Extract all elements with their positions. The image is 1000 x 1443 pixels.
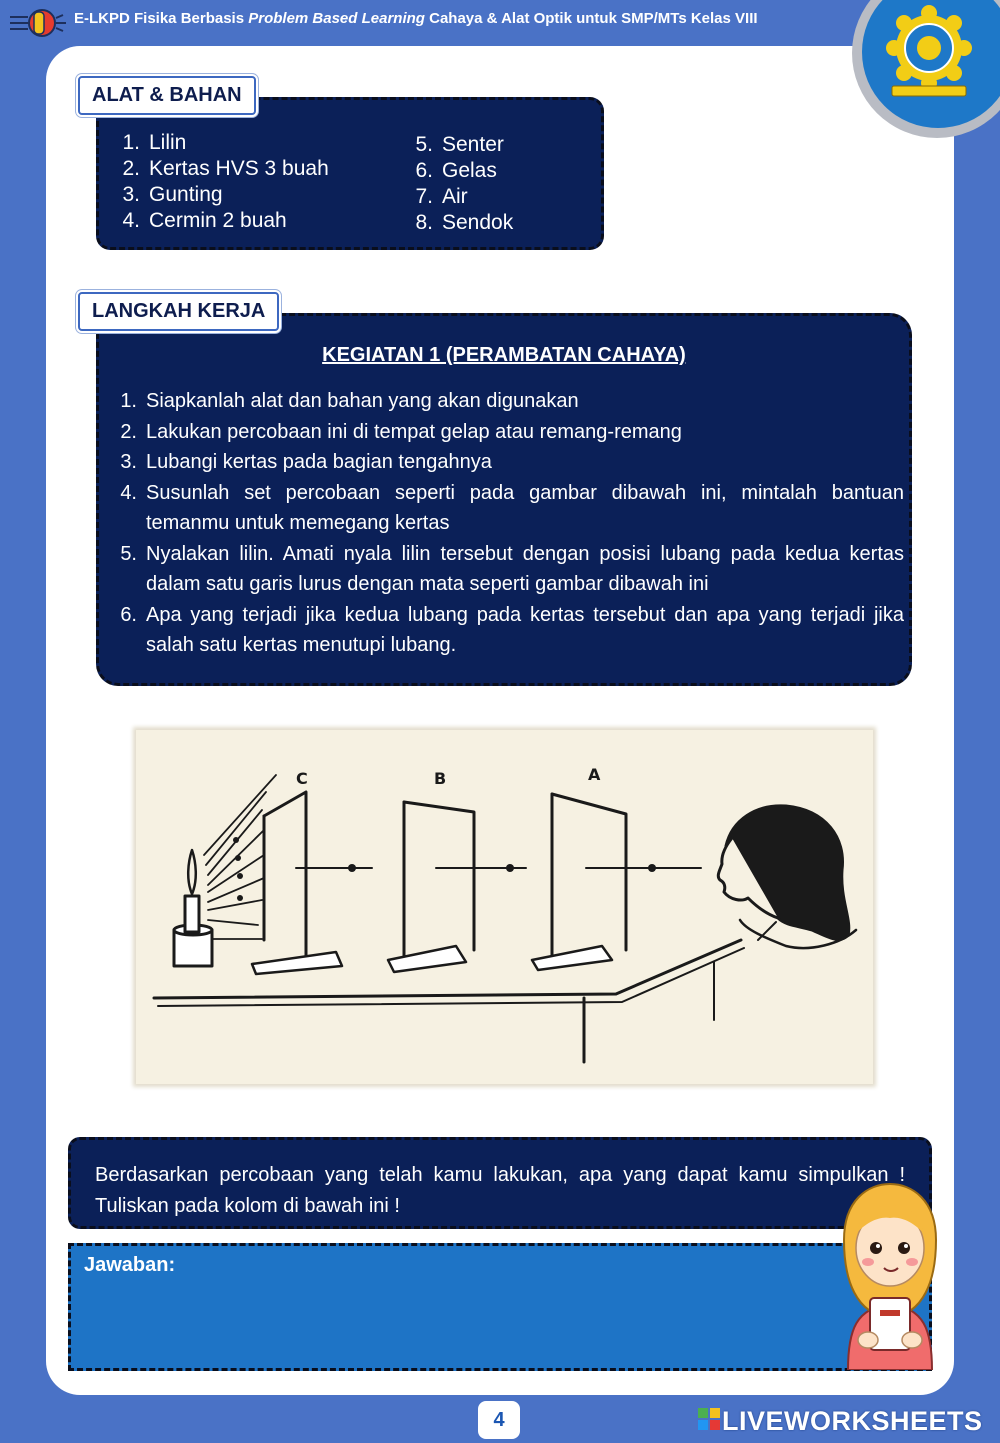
- label-b: B: [434, 769, 447, 788]
- list-item: 1. Lilin: [122, 131, 187, 154]
- label-c: C: [296, 769, 308, 788]
- experiment-drawing: [136, 730, 873, 1084]
- list-item: 4. Susunlah set percobaan seperti pada gambar dibawah ini, mintalah bantuan temanmu untuk memegang kertas: [120, 481, 904, 534]
- materials-list-right: [400, 132, 513, 236]
- answer-label: Jawaban:: [84, 1254, 176, 1276]
- question-text: Berdasarkan percobaan yang telah kamu lakukan, apa yang dapat kamu simpulkan ! Tuliskan pada kolom di bawah ini !: [95, 1164, 905, 1217]
- list-item: 4. Cermin 2 buah: [122, 209, 287, 232]
- answer-box[interactable]: [68, 1243, 932, 1371]
- list-item: 2. Lakukan percobaan ini di tempat gelap atau remang-remang: [120, 420, 682, 443]
- materials-list-left: [107, 130, 329, 234]
- liveworksheets-icon: [698, 1408, 720, 1430]
- university-logo-icon: [884, 4, 974, 100]
- list-item: 3. Gunting: [122, 183, 223, 206]
- brand-text: LIVEWORKSHEETS: [722, 1406, 983, 1436]
- list-item: 5. Senter: [415, 133, 504, 156]
- list-item: 8. Sendok: [415, 211, 514, 234]
- steps-box: [96, 313, 912, 686]
- rocket-icon: [10, 8, 68, 38]
- materials-label: ALAT & BAHAN: [78, 76, 256, 115]
- list-item: 7. Air: [415, 185, 468, 208]
- list-item: 6. Gelas: [415, 159, 497, 182]
- activity-title: KEGIATAN 1 (PERAMBATAN CAHAYA): [322, 344, 686, 366]
- page-number: 4: [478, 1401, 520, 1439]
- list-item: 1. Siapkanlah alat dan bahan yang akan digunakan: [120, 390, 579, 412]
- list-item: 2. Kertas HVS 3 buah: [122, 157, 329, 180]
- steps-list: [109, 386, 904, 661]
- list-item: 3. Lubangi kertas pada bagian tengahnya: [120, 451, 492, 473]
- steps-label: LANGKAH KERJA: [78, 292, 279, 331]
- liveworksheets-logo: [698, 1406, 983, 1436]
- student-character-illustration: [838, 1180, 942, 1370]
- label-a: A: [588, 765, 601, 784]
- materials-box: [96, 97, 604, 250]
- list-item: 6. Apa yang terjadi jika kedua lubang pada kertas tersebut dan apa yang terjadi jika salah satu kertas menutupi lubang.: [120, 603, 904, 656]
- experiment-illustration: [136, 730, 873, 1084]
- list-item: 5. Nyalakan lilin. Amati nyala lilin tersebut dengan posisi lubang pada kedua kertas dalam satu garis lurus dengan mata seperti gambar dibawah ini: [120, 542, 904, 595]
- question-box: [68, 1137, 932, 1229]
- header-bar: [0, 0, 1000, 44]
- header-title: E-LKPD Fisika Berbasis Problem Based Learning Cahaya & Alat Optik untuk SMP/MTs Kelas VIII: [74, 10, 758, 27]
